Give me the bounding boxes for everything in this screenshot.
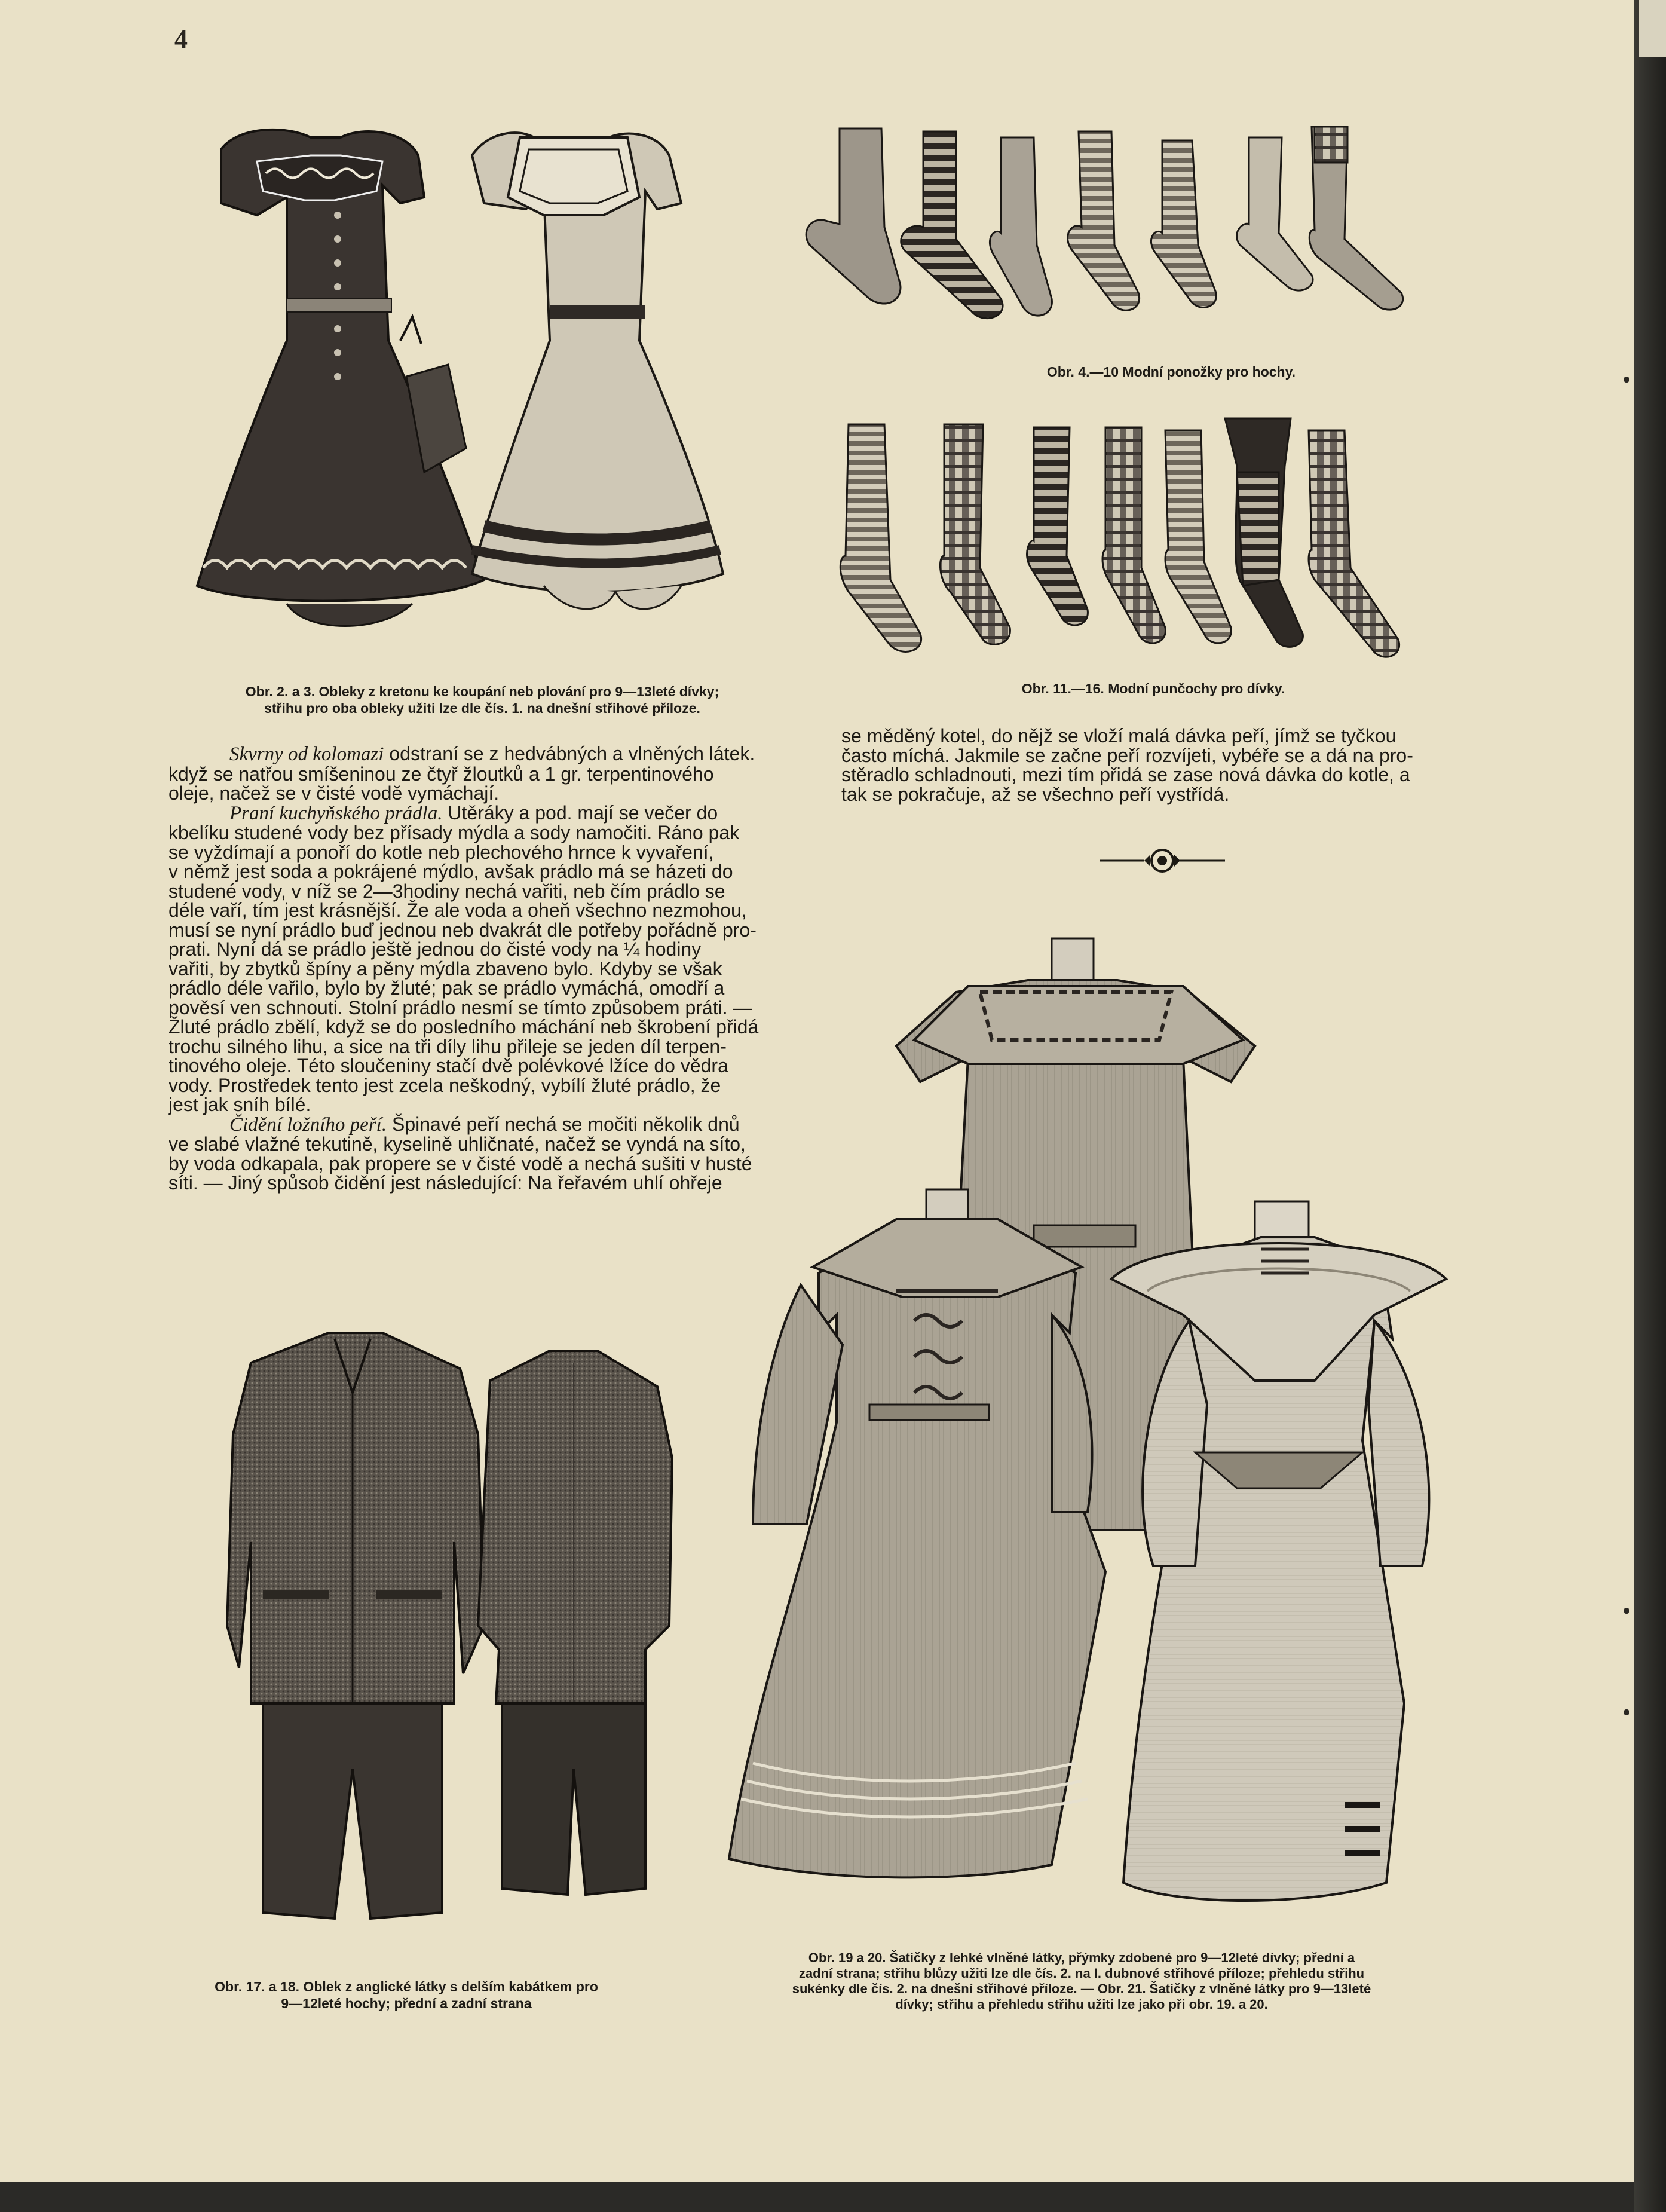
right-text-line: stěradlo schladnouti, mezi tím přidá se zase nová dávka do kotle, a xyxy=(841,764,1410,785)
left-text-line: vody. Prostředek tento jest zcela neškodný, vybílí žluté prádlo, že xyxy=(169,1074,721,1096)
caption-fig-11-16: Obr. 11.—16. Modní punčochy pro dívky. xyxy=(1021,681,1285,696)
caption-fig-19-21-line: Obr. 19 a 20. Šatičky z lehké vlněné látky, přýmky zdobené pro 9—12leté dívky; přední a xyxy=(808,1950,1355,1965)
left-text-line: trochu silného lihu, a sice na tři díly lihu přileje se jeden díl terpen- xyxy=(169,1035,727,1057)
left-text-line: by voda odkapala, pak propere se v čisté vodě a nechá sušiti v husté xyxy=(169,1152,752,1174)
left-text-line: jest jak sníh bílé. xyxy=(169,1094,311,1115)
left-text-line: prádlo déle vařilo, bylo by žluté; pak se prádlo vymáchá, omodří a xyxy=(169,977,725,999)
caption-fig-2-3-line: střihu pro oba obleky užiti lze dle čís. 1. na dnešní střihové příloze. xyxy=(264,700,700,716)
left-text-line: se vyždímají a ponoří do kotle neb plechového hrnce k vyvaření, xyxy=(169,841,714,863)
caption-fig-2-3 xyxy=(169,683,796,717)
left-text-line: musí se nyní prádlo buď jednou neb dvakrát dle potřeby pořádně pro- xyxy=(169,919,757,941)
run-in-heading: Skvrny od kolomazi xyxy=(229,744,384,765)
run-in-heading: Praní kuchyňského prádla. xyxy=(229,802,443,824)
scan-edge-tab xyxy=(1639,0,1666,57)
left-text-line: Žluté prádlo zbělí, když se do posledního máchání neb škrobení přidá xyxy=(169,1016,759,1038)
scan-edge xyxy=(1634,0,1666,2212)
caption-fig-19-21-line: dívky; střihu a přehledu střihu užiti lze jako při obr. 19. a 20. xyxy=(895,1997,1268,2012)
left-text-line: déle vaří, tím jest krásnější. Že ale voda a oheň všechno nezmohou, xyxy=(169,900,747,921)
right-text-line: tak se pokračuje, až se všechno peří vystřídá. xyxy=(841,783,1230,805)
left-text-lines xyxy=(169,744,811,1193)
left-text-line: síti. — Jiný spůsob čidění jest následující: Na řeřavém uhlí ohřeje xyxy=(169,1172,722,1194)
margin-mark xyxy=(1624,1709,1629,1715)
left-text-line: Čidění ložního peří. Špinavé peří nechá se močiti několik dnů xyxy=(229,1113,740,1136)
left-text-line: v němž jest soda a pokrájené mýdlo, avšak prádlo má se házeti do xyxy=(169,861,733,882)
caption-fig-2-3-line: Obr. 2. a 3. Obleky z kretonu ke koupání neb plování pro 9—13leté dívky; xyxy=(245,684,719,699)
left-text-line: ve slabé vlažné tekutině, kyselině uhličnaté, načež se vyndá na síto, xyxy=(169,1133,746,1155)
page-number: 4 xyxy=(174,25,188,54)
caption-fig-17-18-line: Obr. 17. a 18. Oblek z anglické látky s delším kabátkem pro xyxy=(215,1979,598,1994)
boys-socks-illustration xyxy=(804,120,1455,371)
left-text-line: studené vody, v níž se 2—3hodiny nechá vařiti, neb čím prádlo se xyxy=(169,880,725,902)
caption-fig-19-21-line: zadní strana; střihu blůzy užiti lze dle čís. 2. na I. dubnové střihové příloze; přehledu střihu xyxy=(798,1966,1365,1981)
right-text-line: často míchá. Jakmile se začne peří rozvíjeti, vybéře se a dá na pro- xyxy=(841,744,1413,766)
caption-fig-19-21-line: sukénky dle čís. 2. na dnešní střihové příloze. — Obr. 21. Šatičky z vlněné látky pro 9—13leté xyxy=(792,1981,1371,1996)
margin-mark xyxy=(1624,1608,1629,1614)
right-text-column xyxy=(841,726,1484,804)
caption-fig-19-21 xyxy=(702,1950,1461,2012)
margin-mark xyxy=(1624,377,1629,383)
caption-fig-17-18 xyxy=(161,1978,651,2012)
caption-fig-17-18-line: 9—12leté hochy; přední a zadní strana xyxy=(281,1996,532,2011)
girls-stockings-illustration xyxy=(831,412,1464,675)
run-in-heading: Čidění ložního peří. xyxy=(229,1113,387,1136)
left-text-line: pověsí ven schnouti. Stolní prádlo nesmí se tímto způsobem práti. — xyxy=(169,996,752,1018)
left-text-line: prati. Nyní dá se prádlo ještě jednou do čisté vody na ¼ hodiny xyxy=(169,938,702,960)
boys-suit-illustration xyxy=(227,1315,699,1948)
left-text-line: oleje, načež se v čisté vodě vymáchají. xyxy=(169,782,500,804)
bathing-costumes-illustration xyxy=(185,114,777,675)
left-text-line: Skvrny od kolomazi odstraní se z hedvábných a vlněných látek. xyxy=(229,743,755,765)
left-text-line: kbelíku studené vody bez přísady mýdla a sody namočiti. Ráno pak xyxy=(169,822,740,843)
left-text-line: tinového oleje. Této sloučeniny stačí dvě polévkové lžíce do vědra xyxy=(169,1055,728,1076)
left-text-line: vařiti, by zbytků špíny a pěny mýdla zbaveno bylo. Kdyby se však xyxy=(169,957,722,980)
left-text-line: když se natřou smíšeninou ze čtyř žloutků a 1 gr. terpentinového xyxy=(169,763,714,785)
caption-fig-4-10: Obr. 4.—10 Modní ponožky pro hochy. xyxy=(1046,364,1296,380)
right-text-line: se měděný kotel, do nějž se vloží malá dávka peří, jímž se tyčkou xyxy=(841,725,1396,746)
section-divider-ornament xyxy=(1100,843,1225,879)
girls-dresses-illustration xyxy=(717,926,1482,1930)
left-text-column xyxy=(169,744,811,1193)
left-text-line: Praní kuchyňského prádla. Utěráky a pod. mají se večer do xyxy=(229,801,718,824)
